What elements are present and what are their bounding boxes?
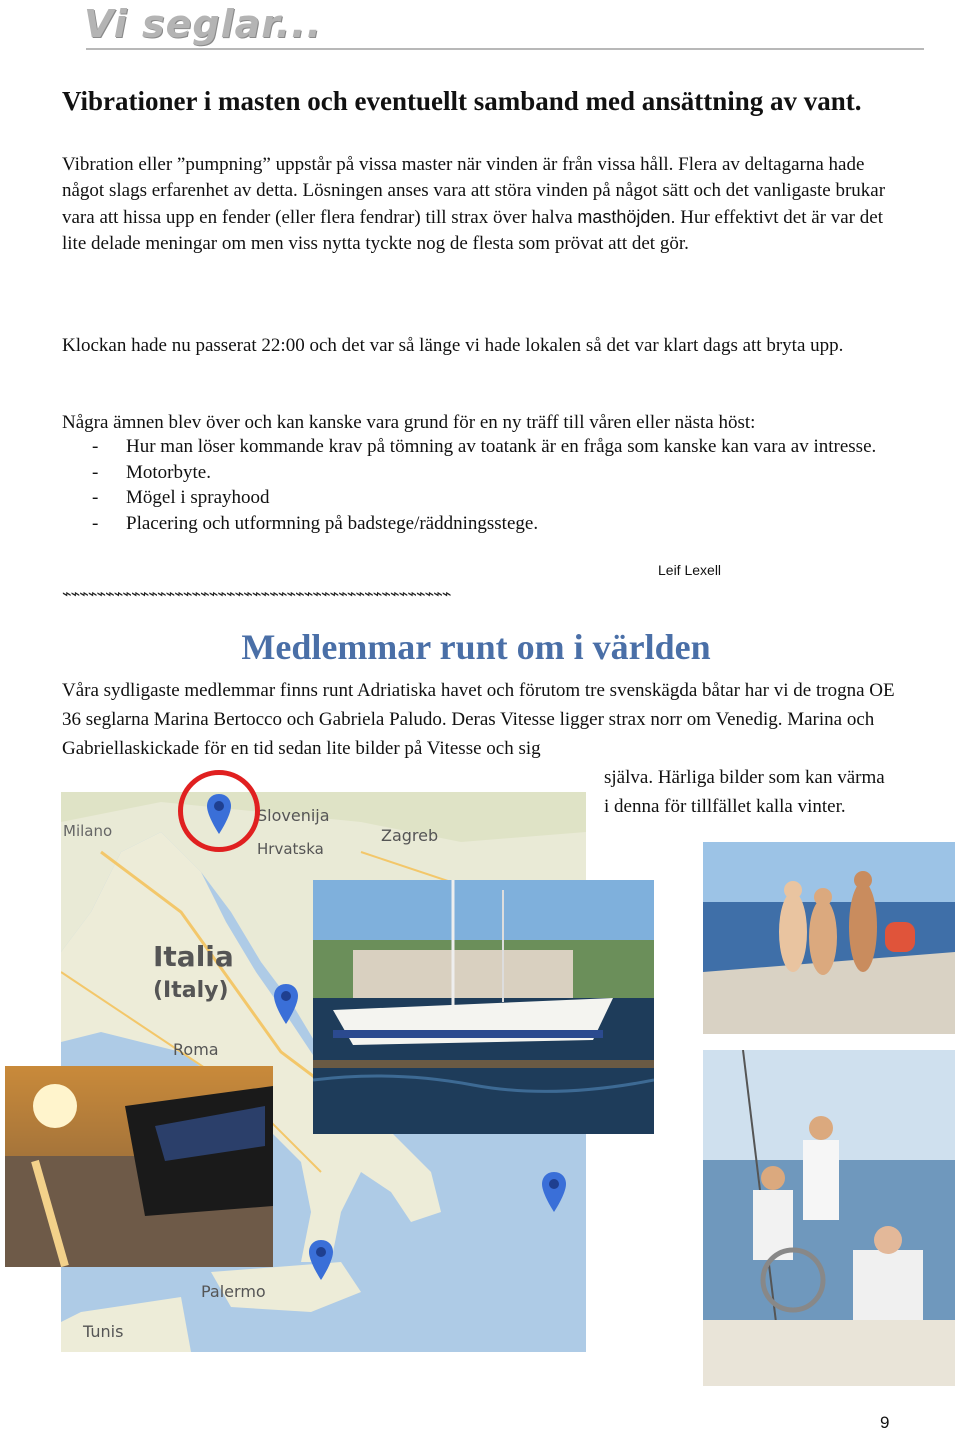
article-paragraph-5: själva. Härliga bilder som kan värma i denna för tillfället kalla vinter. [604,767,885,817]
magazine-logo: Vi seglar... [84,2,322,46]
list-item [90,485,910,511]
list-item-text: Motorbyte. [126,461,211,483]
paragraph-text: Vibration eller ”pumpning” uppstår på vissa master när vinden är från vissa håll. Flera av deltagarna hade något slags erfarenhet av detta. Lösningen anses vara att störa vinden på något sätt och det vanligaste brukar vara att hissa upp en fender (eller flera fendrar) till strax över halva [62,154,886,228]
article-heading: Vibrationer i masten och eventuellt samband med ansättning av vant. [62,86,862,116]
sunset-sailing-photo [5,1066,273,1267]
sunset-illustration [5,1066,273,1267]
list-item-text: Placering och utformning på badstege/räddningsstege. [126,512,539,534]
map-pin-icon [539,1170,569,1214]
paragraph-text: Hur effektivt det är var det lite delade meningar om men viss nytta tyckte nog de flesta som prövat att det gör. [62,207,883,254]
harbor-boat-photo [313,880,654,1134]
header-divider [86,48,924,50]
list-bullet: - [92,436,99,457]
list-item [90,460,910,486]
ornamental-divider: ⌁⌁⌁⌁⌁⌁⌁⌁⌁⌁⌁⌁⌁⌁⌁⌁⌁⌁⌁⌁⌁⌁⌁⌁⌁⌁⌁⌁⌁⌁⌁⌁⌁⌁⌁⌁⌁⌁⌁⌁⌁⌁⌁⌁⌁ [62,586,451,603]
helm-illustration [703,1050,955,1386]
topic-list [90,434,910,536]
crew-on-deck-photo [703,842,955,1034]
map-pin-icon [306,1238,336,1282]
map-label: Milano [63,822,113,840]
article-paragraph-1 [62,152,907,257]
map-label: Roma [173,1040,219,1059]
list-item-text: Hur man löser kommande krav på tömning av toatank är en fråga som kanske kan vara av intresse. [126,436,877,457]
crew-illustration [703,842,955,1034]
helm-crew-photo [703,1050,955,1386]
list-item [90,511,910,537]
list-item [90,434,910,460]
harbor-boat-illustration [313,880,654,1134]
list-bullet: - [92,461,99,483]
list-bullet: - [92,512,99,534]
red-highlight-circle [178,770,260,852]
list-bullet: - [92,487,99,508]
paragraph-text-sans: masthöjden. [577,207,676,227]
map-label: Tunis [83,1322,124,1341]
section-title: Medlemmar runt om i världen [241,627,711,667]
list-item-text: Mögel i sprayhood [126,487,270,508]
map-label: Italia [153,940,234,973]
article-paragraph-4: Våra sydligaste medlemmar finns runt Adriatiska havet och förutom tre svenskägda båtar har vi de trogna OE 36 seglarna Marina Bertocco och Gabriela Paludo. Deras Vitesse ligger strax norr om Venedig. Marina och Gabriellaskickade för en tid sedan lite bilder på Vitesse och sig [62,680,895,759]
article-paragraph-3: Några ämnen blev över och kan kanske vara grund för en ny träff till våren eller nästa höst: [62,412,756,433]
map-label: Zagreb [381,826,439,845]
map-label: (Italy) [153,978,229,1003]
map-label: Hrvatska [257,840,324,858]
page-number: 9 [880,1413,890,1432]
map-pin-icon [271,982,301,1026]
map-label: Slovenija [257,806,330,825]
article-paragraph-2: Klockan hade nu passerat 22:00 och det var så länge vi hade lokalen så det var klart dags att bryta upp. [62,335,844,356]
author-signature: Leif Lexell [658,562,722,578]
map-label: Palermo [201,1282,266,1301]
